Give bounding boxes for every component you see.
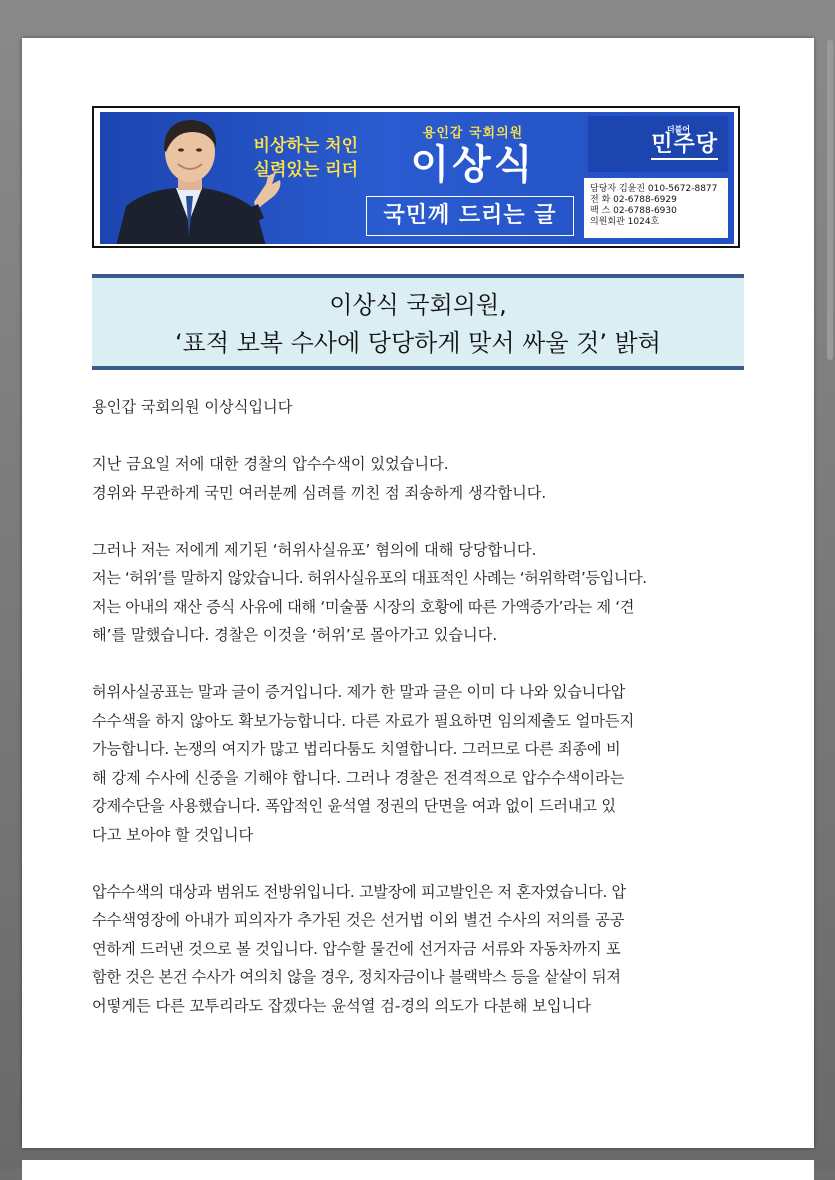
paragraph-scope (92, 878, 752, 1021)
text-line: 용인갑 국회의원 이상식입니다 (92, 398, 293, 416)
headline-line-1: 이상식 국회의원, (329, 291, 507, 319)
text-line: 저는 아내의 재산 증식 사유에 대해 ‘미술품 시장의 호황에 따른 가액증가’라는 제 ‘견 (92, 597, 635, 616)
paragraph-greeting (92, 393, 752, 422)
text-line: 해 강제 수사에 신중을 기해야 합니다. 그러나 경찰은 전격적으로 압수수색이라는 (92, 768, 625, 787)
text-line: 강제수단을 사용했습니다. 폭압적인 윤석열 정권의 단면을 여과 없이 드러내고 있 (92, 797, 616, 815)
headline-line-2: ‘표적 보복 수사에 당당하게 맞서 싸울 것’ 밝혀 (175, 329, 661, 357)
party-name: 민주당 (651, 132, 718, 160)
contact-office: 의원회관 1024호 (590, 217, 660, 227)
letter-title: 국민께 드리는 글 (366, 196, 574, 236)
party-logo-small: 더불어 (666, 125, 690, 134)
letterhead-banner (92, 106, 740, 248)
campaign-slogan (208, 134, 358, 182)
name-block (366, 122, 580, 189)
text-line: 지난 금요일 저에 대한 경찰의 압수수색이 있었습니다. (92, 455, 449, 473)
contact-info (584, 178, 728, 238)
text-line: 해’를 말했습니다. 경찰은 이것을 ‘허위’로 몰아가고 있습니다. (92, 626, 498, 644)
paragraph-allegation (92, 536, 752, 650)
contact-phone: 전 화 02-6788-6929 (590, 195, 677, 205)
slogan-line-2: 실력있는 리더 (253, 160, 358, 180)
text-line: 어떻게든 다른 꼬투리라도 잡겠다는 윤석열 검-경의 의도가 다분해 보입니다 (92, 996, 591, 1015)
text-line: 경위와 무관하게 국민 여러분께 심려를 끼친 점 죄송하게 생각합니다. (92, 483, 547, 502)
politician-name: 이상식 (410, 142, 536, 188)
district-label: 용인갑 국회의원 (422, 126, 524, 141)
scrollbar[interactable] (827, 40, 833, 360)
slogan-line-1: 비상하는 처인 (253, 136, 358, 156)
document-page (22, 38, 814, 1148)
text-line: 수수색영장에 아내가 피의자가 추가된 것은 선거법 이외 별건 수사의 저의를 공공 (92, 911, 625, 929)
paragraph-apology (92, 450, 752, 507)
text-line: 가능합니다. 논쟁의 여지가 많고 법리다툼도 치열합니다. 그러므로 다른 죄종에 비 (92, 740, 621, 758)
text-line: 저는 ‘허위’를 말하지 않았습니다. 허위사실유포의 대표적인 사례는 ‘허위학력’등입니다. (92, 569, 647, 587)
contact-manager: 담당자 김윤진 010-5672-8877 (590, 184, 718, 194)
banner-background (100, 112, 734, 244)
text-line: 수수색을 하지 않아도 확보가능합니다. 다른 자료가 필요하면 임의제출도 얼마든지 (92, 711, 635, 730)
next-page-edge (22, 1160, 814, 1180)
text-line: 허위사실공표는 말과 글이 증거입니다. 제가 한 말과 글은 이미 다 나와 있습니다압 (92, 683, 626, 701)
body-text (92, 393, 752, 1049)
text-line: 압수수색의 대상과 범위도 전방위입니다. 고발장에 피고발인은 저 혼자였습니다. 압 (92, 882, 626, 901)
text-line: 그러나 저는 저에게 제기된 ‘허위사실유포’ 혐의에 대해 당당합니다. (92, 540, 537, 559)
contact-fax: 팩 스 02-6788-6930 (590, 206, 677, 216)
text-line: 연하게 드러낸 것으로 볼 것입니다. 압수할 물건에 선거자금 서류와 자동차까지 포 (92, 939, 621, 958)
party-logo (588, 116, 728, 172)
press-release-headline (92, 274, 744, 370)
text-line: 함한 것은 본건 수사가 여의치 않을 경우, 정치자금이나 블랙박스 등을 샅샅이 뒤져 (92, 968, 621, 986)
text-line: 다고 보아야 할 것입니다 (92, 825, 254, 844)
paragraph-evidence (92, 678, 752, 849)
